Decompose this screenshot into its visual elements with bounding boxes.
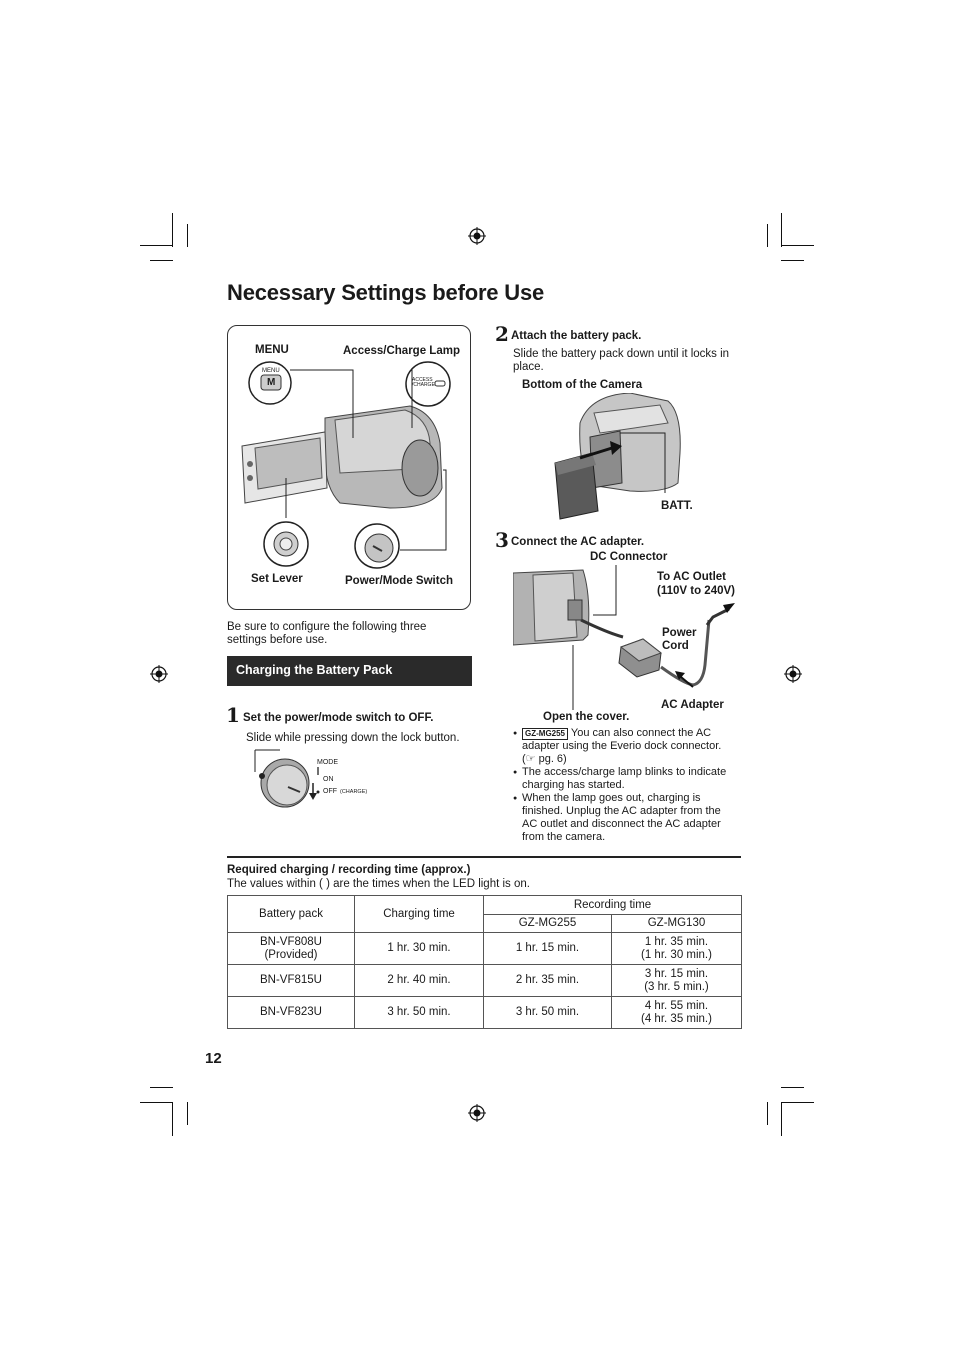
charge-label: (CHARGE): [340, 789, 368, 795]
menu-button-text: MENU: [262, 368, 280, 374]
step-2-text: Slide the battery pack down until it locks in place.: [513, 348, 730, 373]
ac-adapter-illustration: [513, 565, 743, 715]
step-3-number: 3: [495, 528, 509, 552]
step-2-title: Attach the battery pack.: [511, 330, 642, 342]
power-cord-label-1: Power: [662, 627, 697, 639]
mg130-cell: 3 hr. 15 min. (3 hr. 5 min.): [612, 965, 742, 997]
bottom-camera-caption: Bottom of the Camera: [522, 379, 643, 391]
note-1-text: You can also connect the AC adapter using the Everio dock connector. (☞ pg. 6): [522, 727, 722, 765]
table-row: [228, 933, 742, 965]
mg255-cell: 2 hr. 35 min.: [484, 965, 612, 997]
ac-outlet-label: To AC Outlet: [657, 571, 726, 583]
step-3-title: Connect the AC adapter.: [511, 536, 645, 548]
battery-cell: BN-VF815U: [228, 965, 355, 997]
mode-label: MODE: [317, 759, 338, 766]
battery-cell: BN-VF823U: [228, 997, 355, 1029]
model-tag: GZ-MG255: [522, 728, 568, 740]
note-item: ● When the lamp goes out, charging is finished. Unplug the AC adapter from the AC outlet and disconnect the AC adapter from the camera.: [513, 792, 733, 844]
table-header-row: [228, 896, 742, 915]
charging-cell: 3 hr. 50 min.: [355, 997, 484, 1029]
table-row: [228, 965, 742, 997]
battery-cell: BN-VF808U (Provided): [228, 933, 355, 965]
menu-button-glyph: M: [267, 377, 276, 388]
access-lamp-label: Access/Charge Lamp: [343, 345, 460, 357]
table-row: [228, 997, 742, 1029]
mg130-cell: 1 hr. 35 min. (1 hr. 30 min.): [612, 933, 742, 965]
header-model-b: GZ-MG130: [612, 915, 742, 933]
batt-label: BATT.: [661, 500, 693, 512]
power-switch-label: Power/Mode Switch: [345, 575, 453, 587]
header-charging-time: Charging time: [355, 896, 484, 933]
open-cover-label: Open the cover.: [543, 711, 630, 723]
notes-list: [513, 727, 733, 844]
mg130-cell: 4 hr. 55 min. (4 hr. 35 min.): [612, 997, 742, 1029]
header-recording-time: Recording time: [484, 896, 742, 915]
ac-adapter-label: AC Adapter: [661, 699, 724, 711]
step-1-number: 1: [226, 703, 240, 727]
charging-time-table: [227, 895, 742, 1029]
access-lamp-text: ACCESS /CHARGE: [412, 377, 435, 388]
mode-switch-illustration: [250, 745, 370, 810]
step-1-text: Slide while pressing down the lock button.: [246, 732, 460, 744]
dc-connector-label: DC Connector: [590, 551, 668, 563]
step-2-number: 2: [495, 322, 509, 346]
section-divider: [227, 856, 741, 858]
registration-mark-icon: [468, 1104, 486, 1122]
off-label: OFF: [323, 788, 337, 795]
header-model-a: GZ-MG255: [484, 915, 612, 933]
registration-mark-icon: [150, 665, 168, 683]
power-cord-label-2: Cord: [662, 640, 689, 652]
registration-mark-icon: [468, 227, 486, 245]
page-number: 12: [205, 1050, 222, 1067]
camera-illustration: [230, 358, 470, 598]
page-title: Necessary Settings before Use: [227, 280, 545, 305]
set-lever-label: Set Lever: [251, 573, 303, 585]
menu-label: MENU: [255, 344, 289, 356]
header-battery-pack: Battery pack: [228, 896, 355, 933]
note-item: ● The access/charge lamp blinks to indicate charging has started.: [513, 766, 733, 792]
mg255-cell: 3 hr. 50 min.: [484, 997, 612, 1029]
charging-cell: 2 hr. 40 min.: [355, 965, 484, 997]
mg255-cell: 1 hr. 15 min.: [484, 933, 612, 965]
step-1-title: Set the power/mode switch to OFF.: [243, 712, 434, 724]
table-subheading: The values within ( ) are the times when the LED light is on.: [227, 878, 530, 890]
on-label: ON: [323, 776, 334, 783]
intro-text: Be sure to configure the following three settings before use.: [227, 621, 427, 646]
section-title: Charging the Battery Pack: [227, 656, 472, 686]
registration-mark-icon: [784, 665, 802, 683]
charging-cell: 1 hr. 30 min.: [355, 933, 484, 965]
note-item: [513, 727, 733, 766]
table-heading: Required charging / recording time (approx.): [227, 864, 471, 876]
voltage-label: (110V to 240V): [657, 585, 735, 597]
